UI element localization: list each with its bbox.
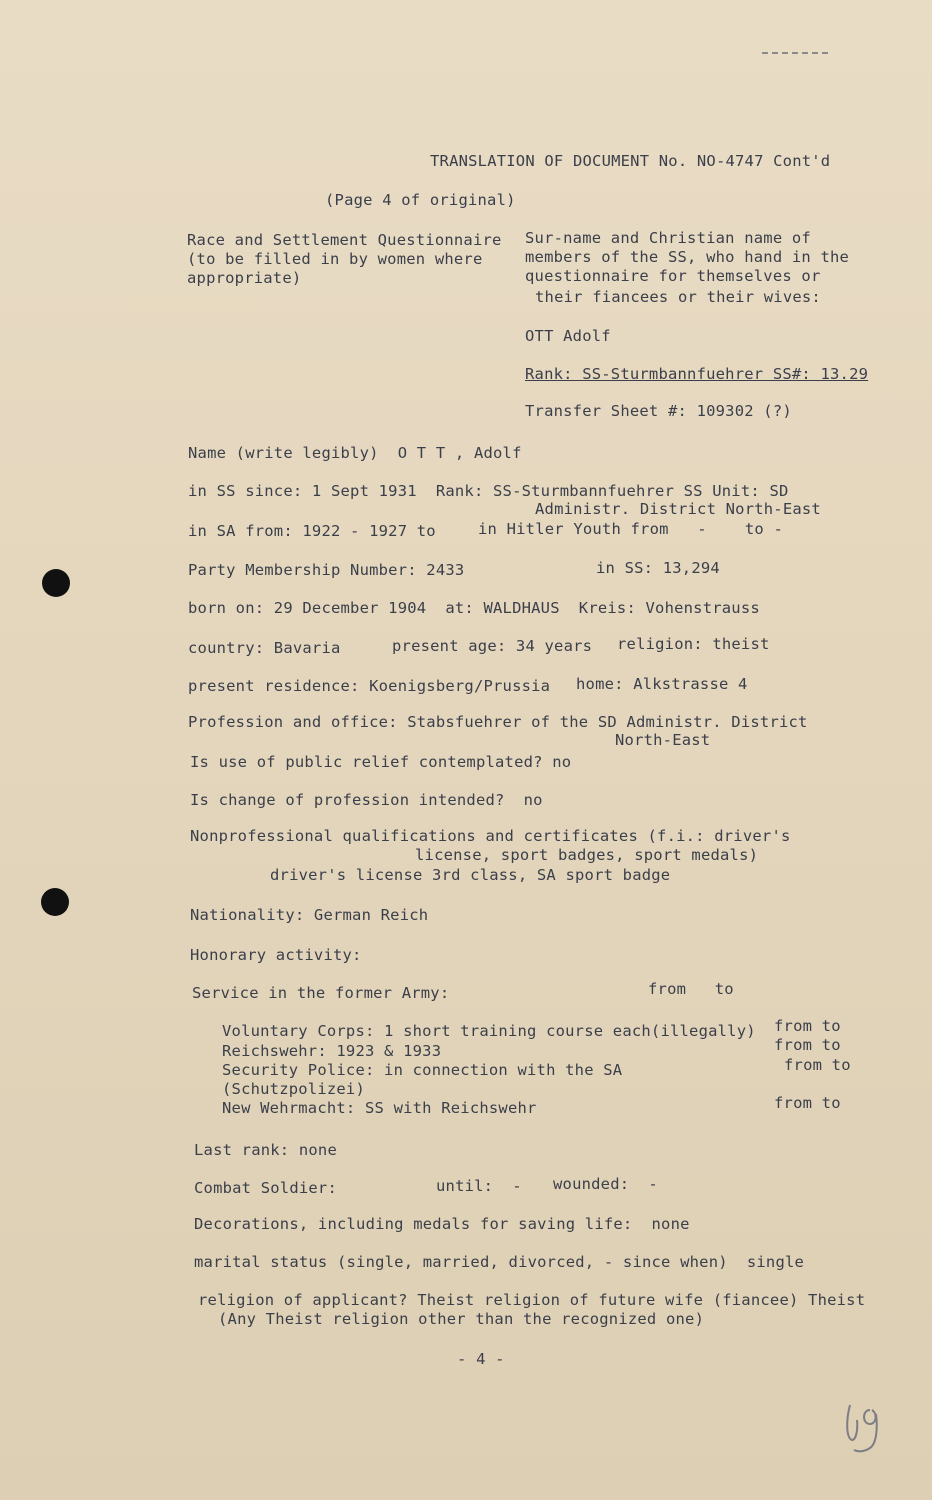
- field-nonprof-line-1: Nonprofessional qualifications and certificates (f.i.: driver's: [190, 827, 791, 845]
- field-service-wehrmacht-from: from to: [774, 1094, 841, 1112]
- field-service-voluntary: Voluntary Corps: 1 short training course each(illegally): [222, 1022, 756, 1040]
- field-residence: present residence: Koenigsberg/Prussia: [188, 677, 551, 695]
- field-service-wehrmacht: New Wehrmacht: SS with Reichswehr: [222, 1099, 537, 1117]
- questionnaire-title-line-2: (to be filled in by women where: [187, 250, 483, 268]
- field-combat-soldier: Combat Soldier:: [194, 1179, 337, 1197]
- transfer-sheet: Transfer Sheet #: 109302 (?): [525, 402, 792, 420]
- instruction-line-1: Sur-name and Christian name of: [525, 229, 811, 247]
- field-country: country: Bavaria: [188, 639, 341, 657]
- field-sa-from: in SA from: 1922 - 1927 to: [188, 522, 436, 540]
- field-profession-cont: North-East: [615, 731, 711, 749]
- field-honorary: Honorary activity:: [190, 946, 362, 964]
- field-ss-since: in SS since: 1 Sept 1931 Rank: SS-Sturmbannfuehrer SS Unit: SD: [188, 482, 789, 500]
- field-nonprof-line-2: license, sport badges, sport medals): [415, 846, 759, 864]
- field-nationality: Nationality: German Reich: [190, 906, 429, 924]
- field-public-relief: Is use of public relief contemplated? no: [190, 753, 572, 771]
- field-decorations: Decorations, including medals for saving life: none: [194, 1215, 690, 1233]
- rank-line: Rank: SS-Sturmbannfuehrer SS#: 13.29: [525, 365, 869, 383]
- field-hitler-youth: in Hitler Youth from - to -: [478, 520, 784, 538]
- instruction-line-3: questionnaire for themselves or: [525, 267, 821, 285]
- field-name: Name (write legibly) O T T , Adolf: [188, 444, 522, 462]
- top-dash-marks: [762, 52, 828, 54]
- field-last-rank: Last rank: none: [194, 1141, 337, 1159]
- field-wounded: wounded: -: [553, 1175, 658, 1193]
- field-nonprof-line-3: driver's license 3rd class, SA sport badge: [270, 866, 671, 884]
- field-marital-status: marital status (single, married, divorced, - since when) single: [194, 1253, 805, 1271]
- field-religion-note: (Any Theist religion other than the recognized one): [218, 1310, 705, 1328]
- field-service-police: Security Police: in connection with the SA: [222, 1061, 623, 1079]
- field-service-reichswehr: Reichswehr: 1923 & 1933: [222, 1042, 442, 1060]
- questionnaire-title-line-3: appropriate): [187, 269, 302, 287]
- document-title: TRANSLATION OF DOCUMENT No. NO-4747 Cont'd: [430, 152, 831, 170]
- applicant-name: OTT Adolf: [525, 327, 611, 345]
- field-service-police-from: from to: [784, 1056, 851, 1074]
- field-service-schutzpolizei: (Schutzpolizei): [222, 1080, 365, 1098]
- field-present-age: present age: 34 years: [392, 637, 593, 655]
- field-home: home: Alkstrasse 4: [576, 675, 748, 693]
- instruction-line-2: members of the SS, who hand in the: [525, 248, 850, 266]
- page-number: - 4 -: [457, 1350, 505, 1368]
- field-profession: Profession and office: Stabsfuehrer of the SD Administr. District: [188, 713, 808, 731]
- questionnaire-title-line-1: Race and Settlement Questionnaire: [187, 231, 502, 249]
- field-ss-unit-cont: Administr. District North-East: [535, 500, 821, 518]
- field-born: born on: 29 December 1904 at: WALDHAUS Kreis: Vohenstrauss: [188, 599, 760, 617]
- instruction-line-4: their fiancees or their wives:: [535, 288, 821, 306]
- field-service-reichswehr-from: from to: [774, 1036, 841, 1054]
- field-religion-applicant: religion of applicant? Theist religion of future wife (fiancee) Theist: [198, 1291, 866, 1309]
- field-service-voluntary-from: from to: [774, 1017, 841, 1035]
- field-until: until: -: [436, 1177, 522, 1195]
- punch-hole-top: [42, 569, 70, 597]
- field-party-number: Party Membership Number: 2433: [188, 561, 465, 579]
- punch-hole-bottom: [41, 888, 69, 916]
- field-profession-change: Is change of profession intended? no: [190, 791, 543, 809]
- field-ss-number: in SS: 13,294: [596, 559, 720, 577]
- field-religion: religion: theist: [617, 635, 770, 653]
- handwritten-folio-mark: [840, 1390, 890, 1460]
- field-former-army: Service in the former Army:: [192, 984, 450, 1002]
- page-note: (Page 4 of original): [325, 191, 516, 209]
- field-former-army-from: from to: [648, 980, 734, 998]
